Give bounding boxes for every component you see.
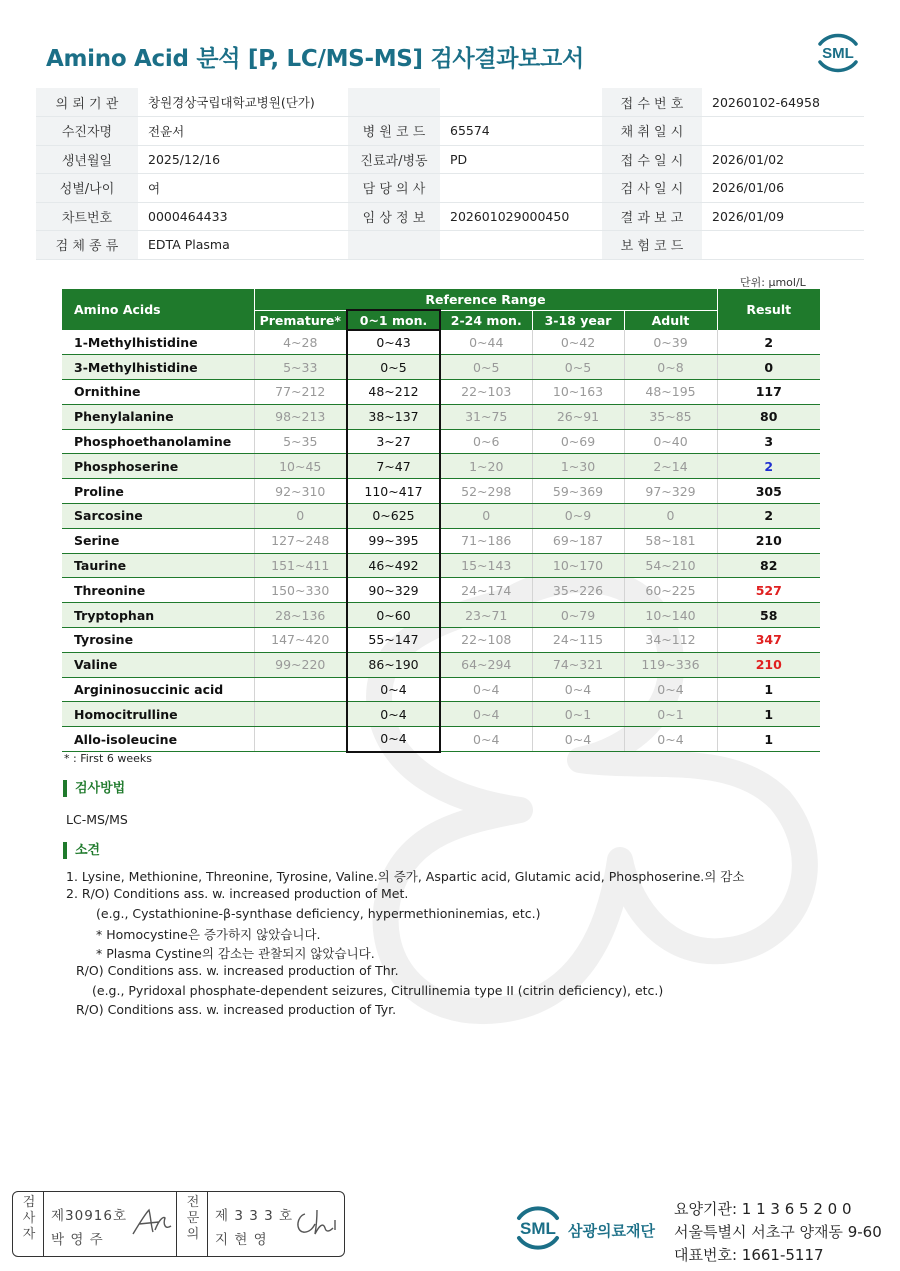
range-adult: 35~85 xyxy=(624,404,717,429)
range-0-1-mon: 110~417 xyxy=(347,479,440,504)
range-2-24-mon: 71~186 xyxy=(440,528,532,553)
range-3-18-year: 10~163 xyxy=(532,380,624,405)
header-adult: Adult xyxy=(624,310,717,330)
table-row xyxy=(62,578,820,603)
result-value: 82 xyxy=(717,553,820,578)
signer-name-1: 박 영 주 xyxy=(51,1232,104,1248)
comment-line: (e.g., Cystathionine-β-synthase deficiency, hypermethioninemias, etc.) xyxy=(96,906,541,921)
signer-role-1: 검사자 xyxy=(22,1195,36,1242)
header-result: Result xyxy=(717,289,820,330)
range-premature: 127~248 xyxy=(254,528,347,553)
table-row xyxy=(62,553,820,578)
range-2-24-mon: 0~4 xyxy=(440,677,532,702)
comment-line: 1. Lysine, Methionine, Threonine, Tyrosine, Valine.의 증가, Aspartic acid, Glutamic acid, Phosphoserine.의 감소 xyxy=(66,869,745,884)
comment-line: * Homocystine은 증가하지 않았습니다. xyxy=(96,927,321,942)
info-label xyxy=(348,88,440,117)
info-row xyxy=(36,88,864,117)
range-0-1-mon: 99~395 xyxy=(347,528,440,553)
info-value: PD xyxy=(440,145,602,174)
info-label: 결 과 보 고 xyxy=(602,202,702,231)
range-3-18-year: 35~226 xyxy=(532,578,624,603)
range-0-1-mon: 0~4 xyxy=(347,727,440,752)
comment-line: * Plasma Cystine의 감소는 관찰되지 않았습니다. xyxy=(96,946,375,961)
info-label: 성별/나이 xyxy=(36,174,138,203)
range-premature: 98~213 xyxy=(254,404,347,429)
amino-acid-name: 1-Methylhistidine xyxy=(62,330,254,355)
result-value: 58 xyxy=(717,603,820,628)
table-row xyxy=(62,628,820,653)
info-row xyxy=(36,231,864,260)
comment-line: R/O) Conditions ass. w. increased production of Tyr. xyxy=(76,1002,397,1017)
range-3-18-year: 0~79 xyxy=(532,603,624,628)
range-adult: 0~8 xyxy=(624,355,717,380)
range-0-1-mon: 55~147 xyxy=(347,628,440,653)
result-value: 1 xyxy=(717,702,820,727)
range-2-24-mon: 52~298 xyxy=(440,479,532,504)
signer-role-2: 전문의 xyxy=(186,1195,200,1242)
info-label: 접 수 일 시 xyxy=(602,145,702,174)
table-row xyxy=(62,504,820,529)
info-value: EDTA Plasma xyxy=(138,231,348,260)
range-0-1-mon: 3~27 xyxy=(347,429,440,454)
amino-acid-name: Valine xyxy=(62,652,254,677)
range-2-24-mon: 0~5 xyxy=(440,355,532,380)
result-value: 117 xyxy=(717,380,820,405)
range-premature: 150~330 xyxy=(254,578,347,603)
comment-line: R/O) Conditions ass. w. increased production of Thr. xyxy=(76,963,399,978)
info-value: 2025/12/16 xyxy=(138,145,348,174)
info-label: 검 사 일 시 xyxy=(602,174,702,203)
result-value: 2 xyxy=(717,454,820,479)
amino-acid-name: 3-Methylhistidine xyxy=(62,355,254,380)
range-3-18-year: 0~69 xyxy=(532,429,624,454)
range-2-24-mon: 0~4 xyxy=(440,702,532,727)
range-0-1-mon: 0~4 xyxy=(347,702,440,727)
range-adult: 0 xyxy=(624,504,717,529)
table-row xyxy=(62,702,820,727)
patient-info-table xyxy=(36,88,864,260)
amino-acid-name: Tryptophan xyxy=(62,603,254,628)
info-value: 2026/01/02 xyxy=(702,145,864,174)
range-3-18-year: 0~1 xyxy=(532,702,624,727)
range-adult: 60~225 xyxy=(624,578,717,603)
result-value: 3 xyxy=(717,429,820,454)
range-premature: 5~33 xyxy=(254,355,347,380)
result-value: 210 xyxy=(717,652,820,677)
table-row xyxy=(62,454,820,479)
range-adult: 2~14 xyxy=(624,454,717,479)
range-0-1-mon: 0~60 xyxy=(347,603,440,628)
table-row xyxy=(62,677,820,702)
amino-acid-name: Phosphoethanolamine xyxy=(62,429,254,454)
table-row xyxy=(62,380,820,405)
range-adult: 0~1 xyxy=(624,702,717,727)
info-row xyxy=(36,145,864,174)
range-premature xyxy=(254,702,347,727)
institution-code: 요양기관: 1 1 3 6 5 2 0 0 xyxy=(674,1200,852,1218)
table-row xyxy=(62,727,820,752)
table-row xyxy=(62,330,820,355)
header-2-24-mon: 2-24 mon. xyxy=(440,310,532,330)
range-adult: 54~210 xyxy=(624,553,717,578)
result-value: 0 xyxy=(717,355,820,380)
result-value: 210 xyxy=(717,528,820,553)
info-row xyxy=(36,117,864,146)
amino-acid-name: Serine xyxy=(62,528,254,553)
range-premature: 99~220 xyxy=(254,652,347,677)
info-label: 진료과/병동 xyxy=(348,145,440,174)
range-premature: 0 xyxy=(254,504,347,529)
info-label: 생년월일 xyxy=(36,145,138,174)
table-row xyxy=(62,528,820,553)
amino-acid-name: Argininosuccinic acid xyxy=(62,677,254,702)
info-label xyxy=(348,231,440,260)
range-2-24-mon: 1~20 xyxy=(440,454,532,479)
signer-name-2: 지 현 영 xyxy=(215,1232,268,1248)
range-premature: 5~35 xyxy=(254,429,347,454)
result-value: 527 xyxy=(717,578,820,603)
range-0-1-mon: 46~492 xyxy=(347,553,440,578)
range-premature: 147~420 xyxy=(254,628,347,653)
result-value: 2 xyxy=(717,330,820,355)
amino-acid-table xyxy=(62,289,820,753)
result-value: 80 xyxy=(717,404,820,429)
info-value: 창원경상국립대학교병원(단가) xyxy=(138,88,348,117)
amino-acid-name: Phosphoserine xyxy=(62,454,254,479)
range-adult: 58~181 xyxy=(624,528,717,553)
footnote: * : First 6 weeks xyxy=(64,752,152,765)
amino-acid-name: Taurine xyxy=(62,553,254,578)
table-row xyxy=(62,603,820,628)
signer-license-1: 제30916호 xyxy=(51,1208,128,1224)
range-0-1-mon: 0~5 xyxy=(347,355,440,380)
range-premature: 28~136 xyxy=(254,603,347,628)
info-label: 담 당 의 사 xyxy=(348,174,440,203)
info-value xyxy=(440,88,602,117)
org-name: 삼광의료재단 xyxy=(568,1222,655,1240)
info-value xyxy=(702,231,864,260)
range-adult: 0~4 xyxy=(624,677,717,702)
sml-footer-logo-text: SML xyxy=(520,1219,556,1238)
info-value: 2026/01/06 xyxy=(702,174,864,203)
range-2-24-mon: 23~71 xyxy=(440,603,532,628)
range-3-18-year: 10~170 xyxy=(532,553,624,578)
info-value: 202601029000450 xyxy=(440,202,602,231)
range-2-24-mon: 64~294 xyxy=(440,652,532,677)
range-0-1-mon: 48~212 xyxy=(347,380,440,405)
info-label: 접 수 번 호 xyxy=(602,88,702,117)
info-row xyxy=(36,202,864,231)
table-row xyxy=(62,404,820,429)
amino-acid-name: Tyrosine xyxy=(62,628,254,653)
result-value: 1 xyxy=(717,727,820,752)
amino-acid-name: Homocitrulline xyxy=(62,702,254,727)
info-value: 여 xyxy=(138,174,348,203)
range-premature xyxy=(254,677,347,702)
amino-acid-name: Allo-isoleucine xyxy=(62,727,254,752)
range-3-18-year: 0~9 xyxy=(532,504,624,529)
info-label: 수진자명 xyxy=(36,117,138,146)
table-row xyxy=(62,652,820,677)
result-value: 1 xyxy=(717,677,820,702)
range-adult: 119~336 xyxy=(624,652,717,677)
range-2-24-mon: 0~4 xyxy=(440,727,532,752)
range-adult: 48~195 xyxy=(624,380,717,405)
range-2-24-mon: 0~6 xyxy=(440,429,532,454)
signature-box xyxy=(12,1191,345,1257)
range-premature: 92~310 xyxy=(254,479,347,504)
range-adult: 0~39 xyxy=(624,330,717,355)
info-value: 0000464433 xyxy=(138,202,348,231)
amino-acid-name: Sarcosine xyxy=(62,504,254,529)
result-value: 2 xyxy=(717,504,820,529)
header-amino-acids: Amino Acids xyxy=(62,289,254,330)
range-0-1-mon: 0~625 xyxy=(347,504,440,529)
sml-logo-text: SML xyxy=(822,45,854,62)
range-3-18-year: 0~5 xyxy=(532,355,624,380)
range-0-1-mon: 0~4 xyxy=(347,677,440,702)
info-label: 차트번호 xyxy=(36,202,138,231)
range-adult: 10~140 xyxy=(624,603,717,628)
range-0-1-mon: 90~329 xyxy=(347,578,440,603)
range-3-18-year: 24~115 xyxy=(532,628,624,653)
info-label: 보 험 코 드 xyxy=(602,231,702,260)
range-0-1-mon: 7~47 xyxy=(347,454,440,479)
comment-line: 2. R/O) Conditions ass. w. increased production of Met. xyxy=(66,886,409,901)
info-value: 65574 xyxy=(440,117,602,146)
range-premature: 77~212 xyxy=(254,380,347,405)
range-2-24-mon: 15~143 xyxy=(440,553,532,578)
sml-footer-logo xyxy=(511,1202,565,1254)
range-2-24-mon: 24~174 xyxy=(440,578,532,603)
range-adult: 34~112 xyxy=(624,628,717,653)
range-premature: 151~411 xyxy=(254,553,347,578)
range-3-18-year: 1~30 xyxy=(532,454,624,479)
range-adult: 0~40 xyxy=(624,429,717,454)
info-value: 20260102-64958 xyxy=(702,88,864,117)
range-3-18-year: 59~369 xyxy=(532,479,624,504)
amino-acid-name: Proline xyxy=(62,479,254,504)
info-value xyxy=(702,117,864,146)
range-2-24-mon: 31~75 xyxy=(440,404,532,429)
range-3-18-year: 74~321 xyxy=(532,652,624,677)
range-premature: 4~28 xyxy=(254,330,347,355)
amino-acid-name: Threonine xyxy=(62,578,254,603)
info-label: 임 상 정 보 xyxy=(348,202,440,231)
range-0-1-mon: 38~137 xyxy=(347,404,440,429)
range-0-1-mon: 86~190 xyxy=(347,652,440,677)
range-premature: 10~45 xyxy=(254,454,347,479)
method-text: LC-MS/MS xyxy=(66,812,128,827)
phone: 대표번호: 1661-5117 xyxy=(674,1246,824,1264)
range-premature xyxy=(254,727,347,752)
range-2-24-mon: 22~108 xyxy=(440,628,532,653)
range-3-18-year: 0~42 xyxy=(532,330,624,355)
result-value: 305 xyxy=(717,479,820,504)
range-3-18-year: 0~4 xyxy=(532,727,624,752)
range-adult: 0~4 xyxy=(624,727,717,752)
range-2-24-mon: 22~103 xyxy=(440,380,532,405)
range-3-18-year: 0~4 xyxy=(532,677,624,702)
range-3-18-year: 26~91 xyxy=(532,404,624,429)
result-value: 347 xyxy=(717,628,820,653)
header-reference-range: Reference Range xyxy=(254,289,717,310)
signature-1 xyxy=(129,1206,177,1240)
info-value xyxy=(440,231,602,260)
range-2-24-mon: 0 xyxy=(440,504,532,529)
info-value xyxy=(440,174,602,203)
info-row xyxy=(36,174,864,203)
range-2-24-mon: 0~44 xyxy=(440,330,532,355)
unit-label: 단위: μmol/L xyxy=(740,276,806,289)
table-row xyxy=(62,479,820,504)
amino-acid-name: Phenylalanine xyxy=(62,404,254,429)
signature-2 xyxy=(291,1206,341,1240)
info-label: 채 취 일 시 xyxy=(602,117,702,146)
info-value: 2026/01/09 xyxy=(702,202,864,231)
info-value: 전윤서 xyxy=(138,117,348,146)
info-label: 검 체 종 류 xyxy=(36,231,138,260)
range-adult: 97~329 xyxy=(624,479,717,504)
info-label: 의 뢰 기 관 xyxy=(36,88,138,117)
amino-acid-name: Ornithine xyxy=(62,380,254,405)
signer-license-2: 제 3 3 3 호 xyxy=(215,1208,294,1224)
range-0-1-mon: 0~43 xyxy=(347,330,440,355)
header-0-1-mon: 0~1 mon. xyxy=(347,310,440,330)
header-premature: Premature* xyxy=(254,310,347,330)
table-row xyxy=(62,429,820,454)
table-row xyxy=(62,355,820,380)
address: 서울특별시 서초구 양재동 9-60 xyxy=(674,1223,882,1241)
method-heading: 검사방법 xyxy=(63,780,125,797)
sml-logo xyxy=(812,30,864,76)
comment-line: (e.g., Pyridoxal phosphate-dependent seizures, Citrullinemia type II (citrin deficiency), etc.) xyxy=(92,983,664,998)
info-label: 병 원 코 드 xyxy=(348,117,440,146)
comment-heading: 소견 xyxy=(63,842,100,859)
report-title: Amino Acid 분석 [P, LC/MS-MS] 검사결과보고서 xyxy=(46,46,584,72)
range-3-18-year: 69~187 xyxy=(532,528,624,553)
header-3-18-year: 3-18 year xyxy=(532,310,624,330)
